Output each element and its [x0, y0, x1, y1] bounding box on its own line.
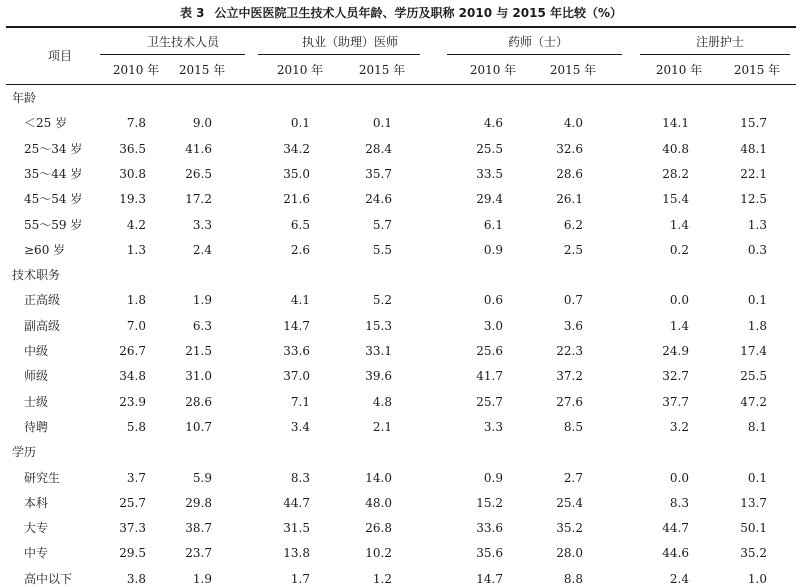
table-cell: 3.6 — [563, 318, 583, 333]
table-cell: 13.8 — [283, 546, 310, 561]
table-cell: 1.8 — [126, 293, 146, 308]
table-cell: 10.7 — [185, 419, 212, 434]
table-cell: 39.6 — [365, 369, 392, 384]
table-cell: 23.9 — [119, 394, 146, 409]
row-label: 正高级 — [24, 293, 61, 308]
table-cell: 22.1 — [740, 166, 767, 181]
table-cell: 34.8 — [119, 369, 146, 384]
table-cell: 4.6 — [483, 116, 503, 131]
table-cell: 5.8 — [126, 419, 146, 434]
group-header-rule — [258, 54, 420, 55]
table-cell: 35.2 — [556, 521, 583, 536]
table-cell: 25.4 — [556, 495, 583, 510]
row-label: 师级 — [24, 369, 49, 384]
table-cell: 1.4 — [669, 318, 689, 333]
table-cell: 5.7 — [372, 217, 392, 232]
table-cell: 29.4 — [476, 192, 503, 207]
table-cell: 1.9 — [192, 293, 212, 308]
row-label: 士级 — [24, 394, 49, 409]
table-cell: 6.2 — [563, 217, 583, 232]
table-cell: 0.6 — [483, 293, 503, 308]
table-cell: 25.6 — [476, 344, 503, 358]
table-cell: 24.9 — [662, 344, 689, 358]
table-cell: 2.1 — [372, 419, 392, 434]
table-cell: 36.5 — [119, 141, 146, 156]
table-cell: 8.3 — [290, 470, 310, 485]
table-cell: 44.6 — [662, 546, 689, 561]
table-cell: 19.3 — [119, 192, 146, 207]
group-header: 药师（士） — [507, 35, 568, 49]
table-cell: 0.3 — [747, 242, 767, 257]
row-label: ＜25 岁 — [24, 116, 68, 131]
top-rule — [6, 26, 796, 28]
table-cell: 1.9 — [192, 571, 212, 586]
table-cell: 29.5 — [119, 546, 146, 561]
table-cell: 37.3 — [119, 521, 146, 536]
table-cell: 35.2 — [740, 546, 767, 561]
table-cell: 50.1 — [740, 521, 767, 536]
section-header: 年龄 — [12, 91, 37, 105]
table-number: 表 3 — [179, 6, 205, 20]
table-cell: 8.1 — [747, 419, 767, 434]
table-cell: 34.2 — [283, 141, 310, 156]
table-cell: 3.3 — [483, 419, 503, 434]
year-header: 2010 年 — [469, 63, 517, 77]
table-cell: 37.2 — [556, 369, 583, 384]
table-cell: 2.5 — [563, 242, 583, 257]
year-header: 2010 年 — [112, 63, 160, 77]
row-label: 研究生 — [24, 470, 61, 485]
row-label: 大专 — [24, 521, 49, 536]
table-cell: 7.8 — [126, 116, 146, 131]
table-cell: 25.7 — [476, 394, 503, 409]
table-cell: 6.5 — [290, 217, 310, 232]
table-cell: 4.2 — [126, 217, 146, 232]
table-cell: 28.0 — [556, 546, 583, 561]
table-cell: 6.1 — [483, 217, 503, 232]
table-cell: 28.6 — [185, 394, 212, 409]
table-cell: 1.7 — [290, 571, 310, 586]
year-header: 2015 年 — [358, 63, 406, 77]
group-header-rule — [100, 54, 245, 55]
table-cell: 28.6 — [556, 166, 583, 181]
row-label: 中专 — [24, 546, 49, 561]
table-cell: 37.0 — [283, 369, 310, 384]
table-cell: 14.7 — [283, 318, 310, 333]
table-cell: 1.3 — [747, 217, 767, 232]
table-cell: 2.6 — [290, 242, 310, 257]
table-cell: 28.2 — [662, 166, 689, 181]
table-title: 公立中医医院卫生技术人员年龄、学历及职称 2010 与 2015 年比较（%） — [214, 6, 623, 20]
table-cell: 28.4 — [365, 141, 392, 156]
table-cell: 44.7 — [662, 521, 689, 536]
table-cell: 1.0 — [747, 571, 767, 586]
group-header: 执业（助理）医师 — [301, 35, 398, 49]
table-cell: 21.5 — [185, 344, 212, 358]
row-label: 中级 — [24, 344, 49, 358]
table-cell: 14.0 — [365, 470, 392, 485]
table-cell: 3.2 — [669, 419, 689, 434]
table-cell: 14.1 — [662, 116, 689, 131]
table-cell: 32.6 — [556, 141, 583, 156]
section-header: 技术职务 — [12, 268, 61, 283]
table-cell: 1.3 — [126, 242, 146, 257]
table-cell: 5.9 — [192, 470, 212, 485]
table-cell: 26.8 — [365, 521, 392, 536]
table-cell: 4.1 — [290, 293, 310, 308]
table-cell: 3.3 — [192, 217, 212, 232]
table-cell: 31.5 — [283, 521, 310, 536]
table-cell: 0.1 — [290, 116, 310, 131]
year-header: 2015 年 — [178, 63, 226, 77]
table-cell: 29.8 — [185, 495, 212, 510]
table-cell: 15.3 — [365, 318, 392, 333]
row-label: 35～44 岁 — [24, 166, 83, 181]
table-cell: 0.9 — [483, 242, 503, 257]
table-cell: 0.1 — [747, 470, 767, 485]
table-caption — [0, 2, 802, 24]
table-cell: 24.6 — [365, 192, 392, 207]
group-header: 注册护士 — [695, 35, 744, 49]
table-cell: 8.3 — [669, 495, 689, 510]
table-cell: 35.7 — [365, 166, 392, 181]
table-cell: 0.0 — [669, 470, 689, 485]
table-cell: 23.7 — [185, 546, 212, 561]
table-cell: 2.4 — [192, 242, 212, 257]
table-cell: 0.7 — [563, 293, 583, 308]
table-cell: 6.3 — [192, 318, 212, 333]
group-header-rule — [447, 54, 622, 55]
year-header: 2015 年 — [733, 63, 781, 77]
table-cell: 25.5 — [740, 369, 767, 384]
table-cell: 26.5 — [185, 166, 212, 181]
table-cell: 31.0 — [185, 369, 212, 384]
table-cell: 27.6 — [556, 394, 583, 409]
table-cell: 25.7 — [119, 495, 146, 510]
table-cell: 5.5 — [372, 242, 392, 257]
table-cell: 40.8 — [662, 141, 689, 156]
row-label: 本科 — [24, 495, 49, 510]
table-cell: 0.0 — [669, 293, 689, 308]
table-cell: 2.4 — [669, 571, 689, 586]
section-header: 学历 — [12, 445, 37, 460]
table-cell: 14.7 — [476, 571, 503, 586]
table-cell: 15.4 — [662, 192, 689, 207]
table-cell: 5.2 — [372, 293, 392, 308]
table-cell: 17.4 — [740, 344, 767, 358]
table-cell: 30.8 — [119, 166, 146, 181]
table-cell: 15.2 — [476, 495, 503, 510]
table-cell: 33.6 — [476, 521, 503, 536]
table-cell: 48.0 — [365, 495, 392, 510]
table-cell: 10.2 — [365, 546, 392, 561]
table-cell: 0.2 — [669, 242, 689, 257]
table-cell: 4.0 — [563, 116, 583, 131]
year-header: 2010 年 — [655, 63, 703, 77]
table-cell: 35.6 — [476, 546, 503, 561]
table-cell: 0.1 — [747, 293, 767, 308]
table-cell: 1.2 — [372, 571, 392, 586]
table-cell: 33.6 — [283, 344, 310, 358]
table-cell: 12.5 — [740, 192, 767, 207]
table-cell: 38.7 — [185, 521, 212, 536]
table-cell: 3.8 — [126, 571, 146, 586]
row-label: 25～34 岁 — [24, 141, 83, 156]
group-header-rule — [640, 54, 790, 55]
row-label: 45～54 岁 — [24, 192, 83, 207]
group-header: 卫生技术人员 — [146, 35, 219, 49]
table-cell: 3.7 — [126, 470, 146, 485]
table-cell: 21.6 — [283, 192, 310, 207]
table-cell: 8.5 — [563, 419, 583, 434]
row-label: 55～59 岁 — [24, 217, 83, 232]
table-cell: 48.1 — [740, 141, 767, 156]
table-cell: 22.3 — [556, 344, 583, 358]
table-cell: 33.5 — [476, 166, 503, 181]
year-header: 2015 年 — [549, 63, 597, 77]
table-cell: 32.7 — [662, 369, 689, 384]
table-cell: 7.1 — [290, 394, 310, 409]
row-label: 待聘 — [24, 419, 49, 434]
table-cell: 8.8 — [563, 571, 583, 586]
header-bottom-rule — [6, 84, 796, 85]
table-cell: 4.8 — [372, 394, 392, 409]
table-cell: 2.7 — [563, 470, 583, 485]
table-cell: 41.7 — [476, 369, 503, 384]
table-cell: 25.5 — [476, 141, 503, 156]
table-cell: 47.2 — [740, 394, 767, 409]
table-cell: 44.7 — [283, 495, 310, 510]
table-cell: 41.6 — [185, 141, 212, 156]
table-cell: 13.7 — [740, 495, 767, 510]
table-cell: 35.0 — [283, 166, 310, 181]
table-cell: 33.1 — [365, 344, 392, 358]
row-label: 副高级 — [24, 318, 61, 333]
table-cell: 3.4 — [290, 419, 310, 434]
table-cell: 1.4 — [669, 217, 689, 232]
item-header: 项目 — [47, 49, 72, 63]
table-cell: 26.7 — [119, 344, 146, 358]
table-cell: 0.1 — [372, 116, 392, 131]
row-label: ≥60 岁 — [24, 242, 66, 257]
table-cell: 37.7 — [662, 394, 689, 409]
table-cell: 0.9 — [483, 470, 503, 485]
table-cell: 1.8 — [747, 318, 767, 333]
table-cell: 9.0 — [192, 116, 212, 131]
row-label: 高中以下 — [24, 571, 73, 586]
table-cell: 15.7 — [740, 116, 767, 131]
year-header: 2010 年 — [276, 63, 324, 77]
table-cell: 7.0 — [126, 318, 146, 333]
table-cell: 26.1 — [556, 192, 583, 207]
table-cell: 17.2 — [185, 192, 212, 207]
table-cell: 3.0 — [483, 318, 503, 333]
